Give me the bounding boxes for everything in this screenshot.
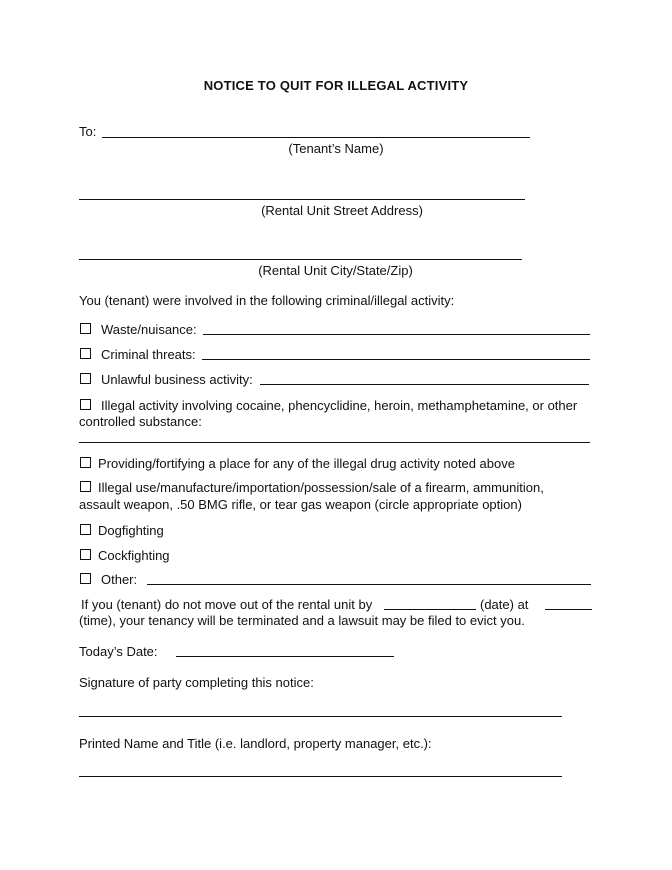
threats-field[interactable]	[202, 359, 590, 360]
drugs-field[interactable]	[79, 442, 590, 443]
printed-name-field[interactable]	[79, 776, 562, 777]
activity-intro: You (tenant) were involved in the following criminal/illegal activity:	[79, 293, 455, 308]
waste-checkbox[interactable]	[80, 323, 91, 334]
firearm-checkbox[interactable]	[80, 481, 91, 492]
street-address-caption: (Rental Unit Street Address)	[261, 203, 423, 218]
other-field[interactable]	[147, 584, 591, 585]
providing-checkbox[interactable]	[80, 457, 91, 468]
dogfighting-label: Dogfighting	[98, 523, 164, 538]
drugs-label-line2: controlled substance:	[79, 414, 202, 429]
to-label: To:	[79, 124, 97, 139]
waste-label: Waste/nuisance:	[101, 322, 197, 337]
cockfighting-checkbox[interactable]	[80, 549, 91, 560]
firearm-label-line2: assault weapon, .50 BMG rifle, or tear gas weapon (circle appropriate option)	[79, 497, 522, 512]
city-state-zip-caption: (Rental Unit City/State/Zip)	[258, 263, 413, 278]
threats-checkbox[interactable]	[80, 348, 91, 359]
tenant-name-caption: (Tenant’s Name)	[288, 141, 384, 156]
signature-field[interactable]	[79, 716, 562, 717]
threats-label: Criminal threats:	[101, 347, 196, 362]
tenant-name-field[interactable]	[102, 137, 530, 138]
drugs-checkbox[interactable]	[80, 399, 91, 410]
street-address-field[interactable]	[79, 199, 525, 200]
dogfighting-checkbox[interactable]	[80, 524, 91, 535]
business-label: Unlawful business activity:	[101, 372, 253, 387]
business-field[interactable]	[260, 384, 589, 385]
todays-date-label: Today’s Date:	[79, 644, 158, 659]
firearm-label-line1: Illegal use/manufacture/importation/possession/sale of a firearm, ammunition,	[98, 480, 544, 495]
printed-name-label: Printed Name and Title (i.e. landlord, property manager, etc.):	[79, 736, 432, 751]
move-out-text-line2: (time), your tenancy will be terminated and a lawsuit may be filed to evict you.	[79, 613, 525, 628]
cockfighting-label: Cockfighting	[98, 548, 170, 563]
other-label: Other:	[101, 572, 138, 587]
move-out-text-part2: (date) at	[480, 597, 529, 612]
move-out-text-part1: If you (tenant) do not move out of the rental unit by	[81, 597, 373, 612]
other-checkbox[interactable]	[80, 573, 91, 584]
city-state-zip-field[interactable]	[79, 259, 522, 260]
business-checkbox[interactable]	[80, 373, 91, 384]
document-title: NOTICE TO QUIT FOR ILLEGAL ACTIVITY	[203, 78, 469, 93]
waste-field[interactable]	[203, 334, 590, 335]
move-out-time-field[interactable]	[545, 609, 592, 610]
drugs-label-line1: Illegal activity involving cocaine, phencyclidine, heroin, methamphetamine, or other	[101, 398, 578, 413]
todays-date-field[interactable]	[176, 656, 394, 657]
signature-label: Signature of party completing this notice:	[79, 675, 314, 690]
move-out-date-field[interactable]	[384, 609, 476, 610]
providing-label: Providing/fortifying a place for any of the illegal drug activity noted above	[98, 456, 515, 471]
